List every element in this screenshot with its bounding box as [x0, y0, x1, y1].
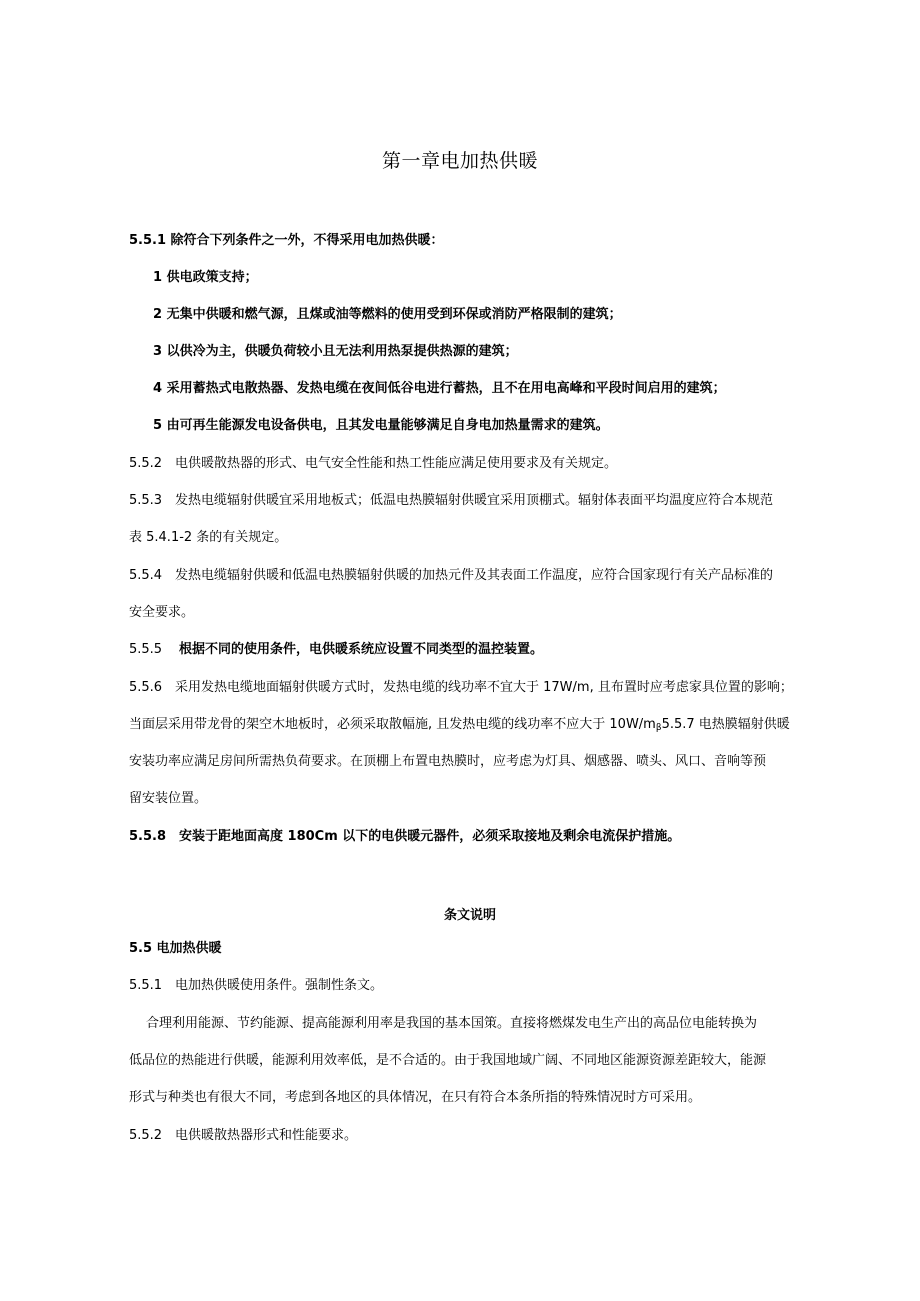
clause-text: 电加热供暖使用条件。强制性条文。: [175, 978, 384, 993]
clause-5-5-2: [129, 455, 829, 473]
explanation-paragraph-line-1: 合理利用能源、节约能源、提高能源利用率是我国的基本国策。直接将燃煤发电生产出的高品位电能转换为: [146, 1016, 758, 1031]
clause-5-5-7-line-end: 留安装位置。: [129, 791, 208, 806]
clause-5-5-4-line-2: 安全要求。: [129, 605, 195, 620]
clause-5-5-1-item-3: 3 以供冷为主，供暖负荷较小且无法利用热泵提供热源的建筑；: [153, 344, 518, 359]
clause-number: 5.5.6: [129, 680, 163, 695]
clause-5-5-1-heading: 5.5.1 除符合下列条件之一外，不得采用电加热供暖：: [129, 233, 444, 248]
clause-5-5-6-line-2: [129, 716, 829, 737]
clause-number: 5.5.2: [129, 1128, 163, 1143]
clause-text: 电供暖散热器的形式、电气安全性能和热工性能应满足使用要求及有关规定。: [175, 456, 618, 471]
clause-text: 5.5.7 电热膜辐射供暖: [661, 717, 790, 732]
page-title: 第一章电加热供暖: [381, 150, 538, 172]
clause-number: 5.5.3: [129, 493, 163, 508]
clause-5-5-1-item-2: 2 无集中供暖和燃气源，且煤或油等燃料的使用受到环保或消防严格限制的建筑；: [153, 307, 622, 322]
clause-number: 5.5.5: [129, 642, 163, 657]
clause-number: 5.5.2: [129, 456, 163, 471]
clause-text: 当面层采用带龙骨的架空木地板时，必须采取散幅施, 且发热电缆的线功率不应大于 10W/m: [129, 717, 656, 732]
clause-text: 安装于距地面高度 180Cm 以下的电供暖元器件，必须采取接地及剩余电流保护措施。: [179, 829, 681, 844]
clause-text: 根据不同的使用条件，电供暖系统应设置不同类型的温控装置。: [179, 642, 544, 657]
clause-5-5-8: [129, 828, 829, 846]
clause-number: 5.5.8: [129, 829, 167, 844]
clause-5-5-4-line-1: [129, 567, 829, 585]
clause-text: 发热电缆辐射供暖和低温电热膜辐射供暖的加热元件及其表面工作温度，应符合国家现行有关产品标准的: [175, 568, 774, 583]
clause-text: 电供暖散热器形式和性能要求。: [175, 1128, 358, 1143]
clause-5-5-1-item-5: 5 由可再生能源发电设备供电，且其发电量能够满足自身电加热量需求的建筑。: [153, 418, 609, 433]
explanation-paragraph-line-2: 低品位的热能进行供暖，能源利用效率低，是不合适的。由于我国地域广阔、不同地区能源资源差距较大，能源: [129, 1053, 767, 1068]
clause-number: 5.5.1: [129, 978, 163, 993]
explanation-5-5-2: [129, 1127, 829, 1145]
explanation-section-title: 5.5 电加热供暖: [129, 941, 222, 956]
subscript-mark: β: [655, 723, 662, 733]
clause-text: 发热电缆辐射供暖宜采用地板式；低温电热膜辐射供暖宜采用顶棚式。辐射体表面平均温度应符合本规范: [175, 493, 774, 508]
clause-5-5-6-line-1: [129, 679, 829, 697]
clause-5-5-5: [129, 641, 829, 659]
clause-5-5-1-item-4: 4 采用蓄热式电散热器、发热电缆在夜间低谷电进行蓄热，且不在用电高峰和平段时间启用的建筑；: [153, 381, 726, 396]
clause-5-5-3-line-2: 表 5.4.1-2 条的有关规定。: [129, 530, 288, 545]
clause-5-5-3-line-1: [129, 492, 829, 510]
clause-5-5-7-line: 安装功率应满足房间所需热负荷要求。在顶棚上布置电热膜时，应考虑为灯具、烟感器、喷头、风口、音响等预: [129, 754, 767, 769]
explanation-paragraph-line-3: 形式与种类也有很大不同，考虑到各地区的具体情况，在只有符合本条所指的特殊情况时方可采用。: [129, 1090, 702, 1105]
clause-5-5-1-item-1: 1 供电政策支持；: [153, 270, 258, 285]
clause-text: 采用发热电缆地面辐射供暖方式时，发热电缆的线功率不宜大于 17W/m, 且布置时应考虑家具位置的影响；: [175, 680, 793, 695]
explanation-heading: 条文说明: [443, 908, 496, 923]
clause-number: 5.5.4: [129, 568, 163, 583]
explanation-5-5-1: [129, 977, 829, 995]
